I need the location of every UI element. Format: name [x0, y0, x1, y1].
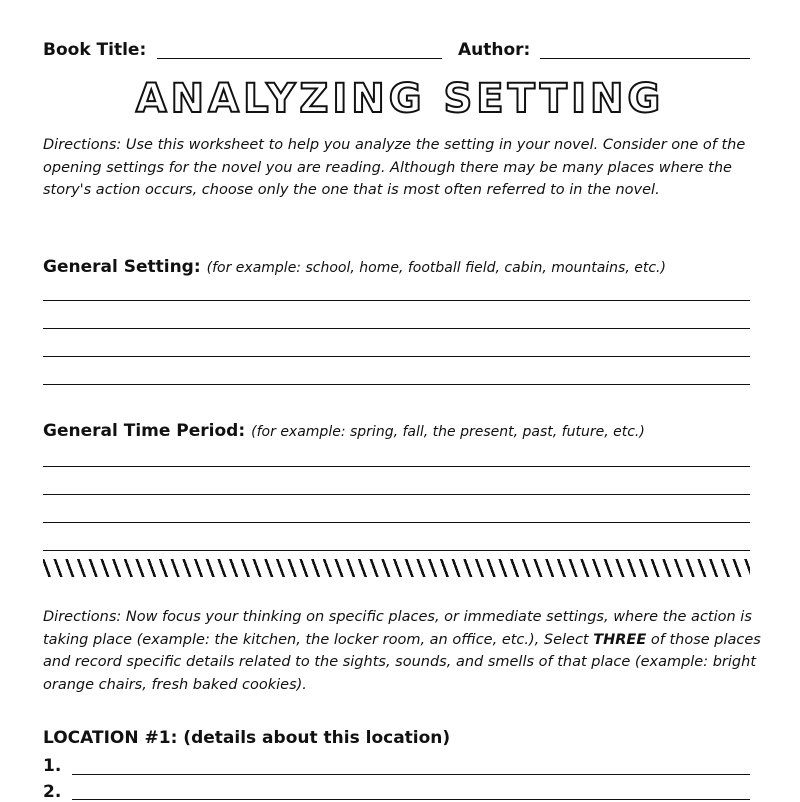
general-setting-label: General Setting:	[43, 257, 201, 277]
author-blank[interactable]	[540, 58, 750, 59]
general-time-line[interactable]	[43, 522, 750, 523]
location-1-item-line[interactable]	[72, 774, 750, 775]
general-time-row	[43, 421, 645, 441]
general-setting-example: (for example: school, home, football field, cabin, mountains, etc.)	[206, 260, 666, 276]
location-1-item-number: 2.	[43, 782, 62, 802]
book-title-blank[interactable]	[157, 58, 442, 59]
directions-2-text-end: of those places and record specific details related to the sights, sounds, and smells of that place (example: bright orange chairs, fresh baked cookies).	[43, 631, 761, 693]
hatched-divider	[43, 559, 750, 577]
general-time-example: (for example: spring, fall, the present, past, future, etc.)	[251, 424, 645, 440]
location-1-item-number: 1.	[43, 756, 62, 776]
book-title-label: Book Title:	[43, 40, 147, 60]
directions-1: Directions: Use this worksheet to help you analyze the setting in your novel. Consider one of the opening settings for the novel you are reading. Although there may be many places where the story's action occurs, choose only the one that is most often referred to in the novel.	[43, 137, 746, 198]
directions-2-emphasis: THREE	[593, 631, 647, 648]
general-setting-line[interactable]	[43, 356, 750, 357]
general-setting-line[interactable]	[43, 384, 750, 385]
directions-2-text: Directions: Now focus your thinking on specific places, or immediate settings, where the action is taking place (example: the kitchen, the locker room, an office, etc.), Select	[43, 609, 752, 648]
author-label: Author:	[458, 40, 531, 60]
general-time-line[interactable]	[43, 466, 750, 467]
general-time-line[interactable]	[43, 494, 750, 495]
general-setting-line[interactable]	[43, 328, 750, 329]
page-title: ANALYZING SETTING	[135, 76, 665, 122]
general-time-label: General Time Period:	[43, 421, 246, 441]
general-setting-line[interactable]	[43, 300, 750, 301]
general-time-line[interactable]	[43, 550, 750, 551]
directions-2	[43, 606, 763, 696]
location-1-heading: LOCATION #1: (details about this location)	[43, 728, 451, 748]
general-setting-row	[43, 257, 666, 277]
